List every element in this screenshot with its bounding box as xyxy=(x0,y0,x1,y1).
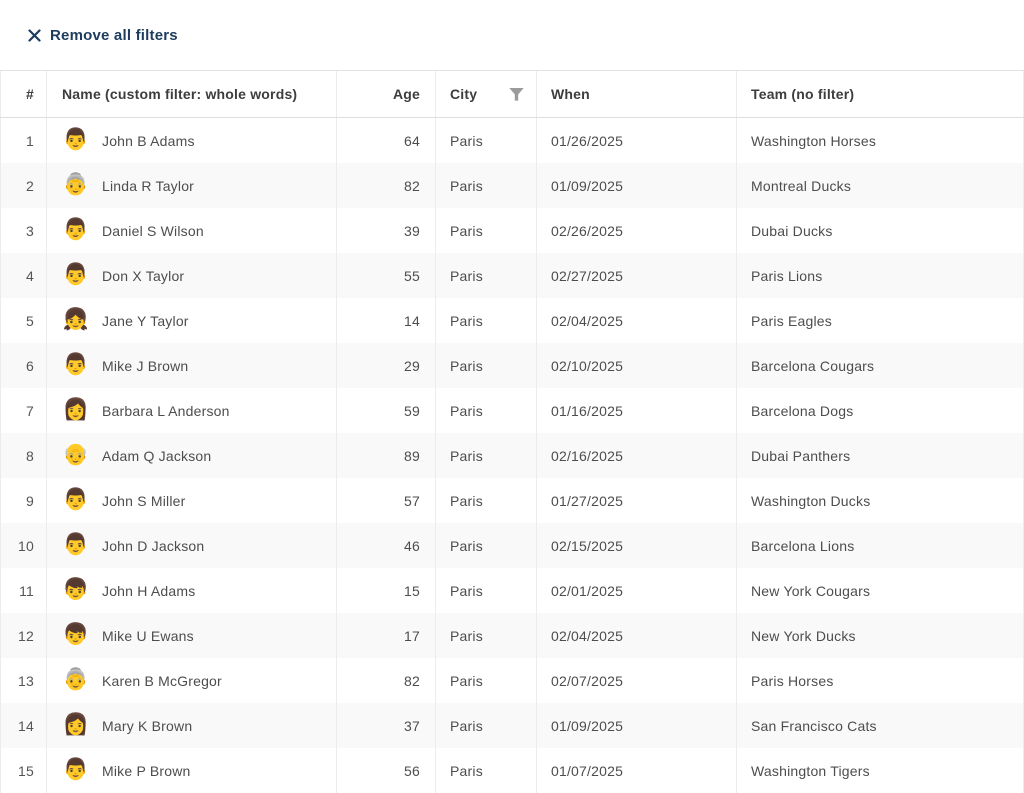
table-row[interactable] xyxy=(0,748,1024,793)
name-text: John S Miller xyxy=(102,492,186,509)
city-cell[interactable]: Paris xyxy=(436,253,537,298)
close-icon xyxy=(28,29,41,42)
name-cell[interactable] xyxy=(47,703,337,748)
age-cell[interactable]: 64 xyxy=(337,118,436,163)
woman-emoji: 👩 xyxy=(62,398,90,422)
team-cell[interactable]: Washington Horses xyxy=(737,118,1024,163)
age-cell[interactable]: 59 xyxy=(337,388,436,433)
team-cell[interactable]: New York Cougars xyxy=(737,568,1024,613)
name-cell[interactable] xyxy=(47,343,337,388)
team-cell[interactable]: Barcelona Cougars xyxy=(737,343,1024,388)
boy-emoji: 👦 xyxy=(62,578,90,602)
when-cell[interactable]: 02/04/2025 xyxy=(537,613,737,658)
team-cell[interactable]: Montreal Ducks xyxy=(737,163,1024,208)
when-cell[interactable]: 02/07/2025 xyxy=(537,658,737,703)
row-number-cell[interactable]: 9 xyxy=(0,478,47,523)
header-name[interactable]: Name (custom filter: whole words) xyxy=(47,71,337,117)
name-text: Jane Y Taylor xyxy=(102,312,189,329)
row-number-cell[interactable]: 13 xyxy=(0,658,47,703)
row-number-cell[interactable]: 6 xyxy=(0,343,47,388)
age-cell[interactable]: 17 xyxy=(337,613,436,658)
name-cell[interactable] xyxy=(47,433,337,478)
man-emoji: 👨 xyxy=(62,128,90,152)
when-cell[interactable]: 02/27/2025 xyxy=(537,253,737,298)
city-cell[interactable]: Paris xyxy=(436,613,537,658)
table-row[interactable] xyxy=(0,163,1024,208)
name-text: John B Adams xyxy=(102,132,195,149)
team-cell[interactable]: Barcelona Lions xyxy=(737,523,1024,568)
girl-emoji: 👧 xyxy=(62,308,90,332)
row-number-cell[interactable]: 14 xyxy=(0,703,47,748)
city-cell[interactable]: Paris xyxy=(436,523,537,568)
team-cell[interactable]: Dubai Ducks xyxy=(737,208,1024,253)
name-cell[interactable] xyxy=(47,478,337,523)
row-number-cell[interactable]: 4 xyxy=(0,253,47,298)
name-text: Adam Q Jackson xyxy=(102,447,212,464)
toolbar xyxy=(0,0,1024,70)
age-cell[interactable]: 46 xyxy=(337,523,436,568)
name-cell[interactable] xyxy=(47,163,337,208)
row-number-cell[interactable]: 3 xyxy=(0,208,47,253)
city-cell[interactable]: Paris xyxy=(436,163,537,208)
table-row[interactable] xyxy=(0,118,1024,163)
row-number-cell[interactable]: 2 xyxy=(0,163,47,208)
data-grid xyxy=(0,70,1024,793)
team-cell[interactable]: San Francisco Cats xyxy=(737,703,1024,748)
name-cell[interactable] xyxy=(47,388,337,433)
name-text: Mary K Brown xyxy=(102,717,193,734)
table-row[interactable] xyxy=(0,298,1024,343)
row-number-cell[interactable]: 8 xyxy=(0,433,47,478)
team-cell[interactable]: Paris Eagles xyxy=(737,298,1024,343)
grid-body xyxy=(0,118,1024,793)
table-row[interactable] xyxy=(0,478,1024,523)
when-cell[interactable]: 02/04/2025 xyxy=(537,298,737,343)
city-cell[interactable]: Paris xyxy=(436,388,537,433)
when-cell[interactable]: 01/26/2025 xyxy=(537,118,737,163)
name-text: Linda R Taylor xyxy=(102,177,195,194)
name-text: John H Adams xyxy=(102,582,196,599)
name-text: Barbara L Anderson xyxy=(102,402,230,419)
row-number-cell[interactable]: 10 xyxy=(0,523,47,568)
city-cell[interactable]: Paris xyxy=(436,208,537,253)
team-cell[interactable]: Paris Horses xyxy=(737,658,1024,703)
boy-emoji: 👦 xyxy=(62,623,90,647)
table-row[interactable] xyxy=(0,433,1024,478)
age-cell[interactable]: 29 xyxy=(337,343,436,388)
table-row[interactable] xyxy=(0,703,1024,748)
grid-header-row xyxy=(0,71,1024,118)
team-cell[interactable]: Paris Lions xyxy=(737,253,1024,298)
man-emoji: 👨 xyxy=(62,218,90,242)
team-cell[interactable]: New York Ducks xyxy=(737,613,1024,658)
team-cell[interactable]: Washington Tigers xyxy=(737,748,1024,793)
header-row-number[interactable]: # xyxy=(0,71,47,117)
city-cell[interactable]: Paris xyxy=(436,433,537,478)
name-text: Mike J Brown xyxy=(102,357,189,374)
name-cell[interactable] xyxy=(47,658,337,703)
city-cell[interactable]: Paris xyxy=(436,343,537,388)
man-emoji: 👨 xyxy=(62,758,90,782)
city-cell[interactable]: Paris xyxy=(436,478,537,523)
table-row[interactable] xyxy=(0,253,1024,298)
table-row[interactable] xyxy=(0,613,1024,658)
name-text: Mike P Brown xyxy=(102,762,191,779)
city-cell[interactable]: Paris xyxy=(436,118,537,163)
age-cell[interactable]: 89 xyxy=(337,433,436,478)
filter-funnel-icon[interactable] xyxy=(509,88,524,101)
man-emoji: 👨 xyxy=(62,533,90,557)
age-cell[interactable]: 14 xyxy=(337,298,436,343)
age-cell[interactable]: 56 xyxy=(337,748,436,793)
row-number-cell[interactable]: 1 xyxy=(0,118,47,163)
name-cell[interactable] xyxy=(47,523,337,568)
header-city-label: City xyxy=(450,86,478,102)
age-cell[interactable]: 37 xyxy=(337,703,436,748)
when-cell[interactable]: 02/10/2025 xyxy=(537,343,737,388)
row-number-cell[interactable]: 15 xyxy=(0,748,47,793)
table-row[interactable] xyxy=(0,388,1024,433)
when-cell[interactable]: 02/16/2025 xyxy=(537,433,737,478)
when-cell[interactable]: 02/26/2025 xyxy=(537,208,737,253)
header-city[interactable] xyxy=(436,71,537,117)
city-cell[interactable]: Paris xyxy=(436,658,537,703)
city-cell[interactable]: Paris xyxy=(436,568,537,613)
table-row[interactable] xyxy=(0,658,1024,703)
city-cell[interactable]: Paris xyxy=(436,748,537,793)
when-cell[interactable]: 01/16/2025 xyxy=(537,388,737,433)
team-cell[interactable]: Dubai Panthers xyxy=(737,433,1024,478)
table-row[interactable] xyxy=(0,208,1024,253)
city-cell[interactable]: Paris xyxy=(436,703,537,748)
age-cell[interactable]: 39 xyxy=(337,208,436,253)
name-text: John D Jackson xyxy=(102,537,205,554)
age-cell[interactable]: 82 xyxy=(337,163,436,208)
name-cell[interactable] xyxy=(47,253,337,298)
row-number-cell[interactable]: 11 xyxy=(0,568,47,613)
table-row[interactable] xyxy=(0,568,1024,613)
name-cell[interactable] xyxy=(47,208,337,253)
old-woman-emoji: 👵 xyxy=(62,173,90,197)
name-text: Daniel S Wilson xyxy=(102,222,204,239)
name-text: Karen B McGregor xyxy=(102,672,222,689)
table-row[interactable] xyxy=(0,523,1024,568)
when-cell[interactable]: 02/01/2025 xyxy=(537,568,737,613)
man-emoji: 👨 xyxy=(62,488,90,512)
remove-all-filters-label: Remove all filters xyxy=(50,26,178,44)
name-cell[interactable] xyxy=(47,613,337,658)
row-number-cell[interactable]: 5 xyxy=(0,298,47,343)
when-cell[interactable]: 02/15/2025 xyxy=(537,523,737,568)
header-team[interactable]: Team (no filter) xyxy=(737,71,1024,117)
team-cell[interactable]: Washington Ducks xyxy=(737,478,1024,523)
remove-all-filters-button[interactable] xyxy=(28,27,178,44)
age-cell[interactable]: 55 xyxy=(337,253,436,298)
row-number-cell[interactable]: 12 xyxy=(0,613,47,658)
name-text: Mike U Ewans xyxy=(102,627,194,644)
man-emoji: 👨 xyxy=(62,263,90,287)
city-cell[interactable]: Paris xyxy=(436,298,537,343)
woman-emoji: 👩 xyxy=(62,713,90,737)
name-cell[interactable] xyxy=(47,298,337,343)
age-cell[interactable]: 57 xyxy=(337,478,436,523)
header-age[interactable]: Age xyxy=(337,71,436,117)
old-woman-emoji: 👵 xyxy=(62,668,90,692)
when-cell[interactable]: 01/07/2025 xyxy=(537,748,737,793)
header-when[interactable]: When xyxy=(537,71,737,117)
name-cell[interactable] xyxy=(47,568,337,613)
man-emoji: 👨 xyxy=(62,353,90,377)
team-cell[interactable]: Barcelona Dogs xyxy=(737,388,1024,433)
when-cell[interactable]: 01/27/2025 xyxy=(537,478,737,523)
name-cell[interactable] xyxy=(47,748,337,793)
table-row[interactable] xyxy=(0,343,1024,388)
when-cell[interactable]: 01/09/2025 xyxy=(537,703,737,748)
name-cell[interactable] xyxy=(47,118,337,163)
old-man-emoji: 👴 xyxy=(62,443,90,467)
age-cell[interactable]: 15 xyxy=(337,568,436,613)
age-cell[interactable]: 82 xyxy=(337,658,436,703)
row-number-cell[interactable]: 7 xyxy=(0,388,47,433)
name-text: Don X Taylor xyxy=(102,267,185,284)
when-cell[interactable]: 01/09/2025 xyxy=(537,163,737,208)
